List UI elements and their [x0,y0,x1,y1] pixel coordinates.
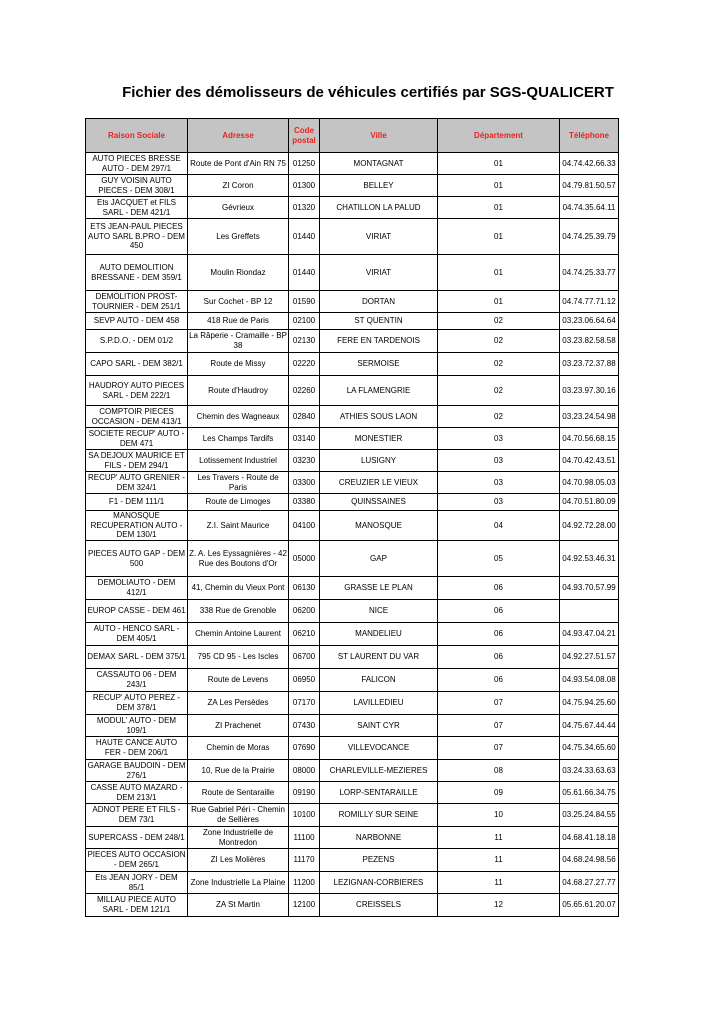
cell-code-postal: 06700 [289,646,320,669]
cell-departement: 06 [438,600,560,623]
cell-raison-sociale: Ets JEAN JORY - DEM 85/1 [86,872,188,894]
cell-telephone: 03.23.72.37.88 [560,353,619,376]
cell-ville: CREISSELS [320,894,438,917]
cell-telephone: 03.25.24.84.55 [560,804,619,827]
table-row [86,804,619,827]
cell-adresse: Z. A. Les Eyssagnières - 42 Rue des Boutons d'Or [188,541,289,577]
header-departement: Département [438,119,560,153]
table-row [86,692,619,715]
cell-raison-sociale: EUROP CASSE - DEM 461 [86,600,188,623]
cell-ville: FERE EN TARDENOIS [320,330,438,353]
cell-adresse: Rue Gabriel Péri - Chemin de Sellières [188,804,289,827]
cell-telephone: 03.24.33.63.63 [560,760,619,782]
cell-telephone: 04.74.25.33.77 [560,255,619,291]
cell-departement: 02 [438,313,560,330]
cell-adresse: Les Travers - Route de Paris [188,472,289,494]
cell-code-postal: 03380 [289,494,320,511]
cell-telephone: 03.23.97.30.16 [560,376,619,406]
table-row [86,715,619,737]
cell-raison-sociale: CASSAUTO 06 - DEM 243/1 [86,669,188,692]
cell-ville: ROMILLY SUR SEINE [320,804,438,827]
cell-code-postal: 06200 [289,600,320,623]
cell-adresse: ZA St Martin [188,894,289,917]
cell-telephone: 04.70.56.68.15 [560,428,619,450]
cell-departement: 01 [438,219,560,255]
cell-departement: 10 [438,804,560,827]
cell-departement: 09 [438,782,560,804]
cell-adresse: Route de Levens [188,669,289,692]
cell-raison-sociale: CAPO SARL - DEM 382/1 [86,353,188,376]
cell-adresse: Zone Industrielle de Montredon [188,827,289,849]
cell-code-postal: 01440 [289,219,320,255]
cell-code-postal: 07430 [289,715,320,737]
header-code-postal: Code postal [289,119,320,153]
cell-ville: MANOSQUE [320,511,438,541]
table-row [86,623,619,646]
cell-departement: 01 [438,291,560,313]
cell-adresse: Chemin de Moras [188,737,289,760]
cell-raison-sociale: GARAGE BAUDOIN - DEM 276/1 [86,760,188,782]
table-row [86,175,619,197]
cell-ville: QUINSSAINES [320,494,438,511]
cell-code-postal: 01250 [289,153,320,175]
cell-adresse: 795 CD 95 - Les Iscles [188,646,289,669]
cell-adresse: Gévrieux [188,197,289,219]
cell-departement: 02 [438,353,560,376]
cell-departement: 07 [438,692,560,715]
cell-code-postal: 02130 [289,330,320,353]
cell-raison-sociale: Ets JACQUET et FILS SARL - DEM 421/1 [86,197,188,219]
cell-telephone: 04.92.53.46.31 [560,541,619,577]
cell-ville: VIRIAT [320,255,438,291]
cell-telephone: 04.93.70.57.99 [560,577,619,600]
table-row [86,376,619,406]
cell-departement: 01 [438,197,560,219]
page-title: Fichier des démolisseurs de véhicules certifiés par SGS-QUALICERT [122,84,614,101]
cell-adresse: 10, Rue de la Prairie [188,760,289,782]
table-row [86,760,619,782]
cell-telephone: 03.23.24.54.98 [560,406,619,428]
table-row [86,313,619,330]
cell-ville: BELLEY [320,175,438,197]
cell-ville: CHATILLON LA PALUD [320,197,438,219]
cell-adresse: 41, Chemin du Vieux Pont [188,577,289,600]
table-row [86,450,619,472]
cell-code-postal: 12100 [289,894,320,917]
cell-raison-sociale: COMPTOIR PIECES OCCASION - DEM 413/1 [86,406,188,428]
cell-code-postal: 01300 [289,175,320,197]
table-row [86,849,619,872]
cell-adresse: Sur Cochet - BP 12 [188,291,289,313]
cell-telephone: 04.70.51.80.09 [560,494,619,511]
cell-telephone: 04.70.98.05.03 [560,472,619,494]
cell-adresse: La Râperie - Cramaille - BP 38 [188,330,289,353]
cell-departement: 02 [438,330,560,353]
table-row [86,291,619,313]
cell-departement: 07 [438,737,560,760]
table-row [86,827,619,849]
table-header-row [86,119,619,153]
demolisseurs-table [85,118,619,917]
cell-ville: CREUZIER LE VIEUX [320,472,438,494]
cell-telephone [560,600,619,623]
cell-adresse: Route de Missy [188,353,289,376]
cell-ville: ST QUENTIN [320,313,438,330]
cell-telephone: 03.23.06.64.64 [560,313,619,330]
cell-departement: 06 [438,623,560,646]
cell-departement: 03 [438,494,560,511]
cell-telephone: 04.92.72.28.00 [560,511,619,541]
table-row [86,353,619,376]
cell-raison-sociale: SEVP AUTO - DEM 458 [86,313,188,330]
cell-adresse: Route d'Haudroy [188,376,289,406]
cell-ville: NICE [320,600,438,623]
cell-departement: 03 [438,472,560,494]
cell-code-postal: 01440 [289,255,320,291]
cell-code-postal: 02220 [289,353,320,376]
cell-adresse: Route de Limoges [188,494,289,511]
cell-code-postal: 01590 [289,291,320,313]
cell-code-postal: 03300 [289,472,320,494]
cell-ville: NARBONNE [320,827,438,849]
cell-ville: GAP [320,541,438,577]
cell-adresse: Chemin des Wagneaux [188,406,289,428]
cell-departement: 11 [438,849,560,872]
cell-ville: GRASSE LE PLAN [320,577,438,600]
cell-code-postal: 11200 [289,872,320,894]
cell-adresse: Les Champs Tardifs [188,428,289,450]
cell-departement: 11 [438,827,560,849]
table-row [86,737,619,760]
cell-departement: 06 [438,646,560,669]
cell-raison-sociale: CASSE AUTO MAZARD - DEM 213/1 [86,782,188,804]
cell-ville: ATHIES SOUS LAON [320,406,438,428]
table-row [86,406,619,428]
cell-adresse: Route de Pont d'Ain RN 75 [188,153,289,175]
cell-raison-sociale: ADNOT PERE ET FILS - DEM 73/1 [86,804,188,827]
cell-adresse: ZI Prachenet [188,715,289,737]
cell-departement: 12 [438,894,560,917]
header-adresse: Adresse [188,119,289,153]
cell-ville: SAINT CYR [320,715,438,737]
header-telephone: Téléphone [560,119,619,153]
cell-adresse: Chemin Antoine Laurent [188,623,289,646]
cell-telephone: 04.68.24.98.56 [560,849,619,872]
cell-code-postal: 01320 [289,197,320,219]
cell-adresse: 418 Rue de Paris [188,313,289,330]
cell-code-postal: 04100 [289,511,320,541]
cell-raison-sociale: SA DEJOUX MAURICE ET FILS - DEM 294/1 [86,450,188,472]
cell-raison-sociale: MANOSQUE RECUPERATION AUTO - DEM 130/1 [86,511,188,541]
cell-telephone: 05.65.61.20.07 [560,894,619,917]
cell-departement: 04 [438,511,560,541]
cell-adresse: Lotissement Industriel [188,450,289,472]
cell-raison-sociale: PIECES AUTO GAP - DEM 500 [86,541,188,577]
cell-raison-sociale: MILLAU PIECE AUTO SARL - DEM 121/1 [86,894,188,917]
table-row [86,428,619,450]
cell-departement: 03 [438,450,560,472]
cell-ville: CHARLEVILLE-MEZIERES [320,760,438,782]
table-row [86,782,619,804]
cell-ville: ST LAURENT DU VAR [320,646,438,669]
cell-telephone: 04.70.42.43.51 [560,450,619,472]
cell-code-postal: 02100 [289,313,320,330]
cell-telephone: 04.74.42.66.33 [560,153,619,175]
cell-raison-sociale: F1 - DEM 111/1 [86,494,188,511]
cell-raison-sociale: GUY VOISIN AUTO PIECES - DEM 308/1 [86,175,188,197]
cell-code-postal: 11170 [289,849,320,872]
cell-telephone: 04.75.34.65.60 [560,737,619,760]
cell-departement: 05 [438,541,560,577]
cell-code-postal: 09190 [289,782,320,804]
cell-departement: 03 [438,428,560,450]
cell-departement: 06 [438,577,560,600]
cell-raison-sociale: RECUP' AUTO PEREZ - DEM 378/1 [86,692,188,715]
cell-telephone: 04.75.67.44.44 [560,715,619,737]
cell-adresse: ZI Les Molières [188,849,289,872]
cell-telephone: 04.74.25.39.79 [560,219,619,255]
cell-telephone: 04.93.47.04.21 [560,623,619,646]
cell-raison-sociale: SUPERCASS - DEM 248/1 [86,827,188,849]
cell-code-postal: 07690 [289,737,320,760]
table-row [86,872,619,894]
cell-adresse: Les Greffets [188,219,289,255]
table-row [86,219,619,255]
cell-telephone: 03.23.82.58.58 [560,330,619,353]
table-row [86,541,619,577]
header-raison-sociale: Raison Sociale [86,119,188,153]
cell-departement: 07 [438,715,560,737]
cell-code-postal: 06130 [289,577,320,600]
table-row [86,669,619,692]
cell-code-postal: 05000 [289,541,320,577]
cell-departement: 11 [438,872,560,894]
cell-ville: LA FLAMENGRIE [320,376,438,406]
table-body [86,153,619,917]
cell-telephone: 04.93.54.08.08 [560,669,619,692]
table-row [86,255,619,291]
table-row [86,577,619,600]
cell-departement: 01 [438,255,560,291]
cell-raison-sociale: PIECES AUTO OCCASION - DEM 265/1 [86,849,188,872]
table-row [86,472,619,494]
cell-code-postal: 10100 [289,804,320,827]
cell-raison-sociale: DEMAX SARL - DEM 375/1 [86,646,188,669]
cell-raison-sociale: AUTO DEMOLITION BRESSANE - DEM 359/1 [86,255,188,291]
cell-raison-sociale: SOCIETE RECUP' AUTO - DEM 471 [86,428,188,450]
cell-raison-sociale: RECUP' AUTO GRENIER - DEM 324/1 [86,472,188,494]
cell-code-postal: 11100 [289,827,320,849]
cell-ville: LEZIGNAN-CORBIERES [320,872,438,894]
cell-ville: VIRIAT [320,219,438,255]
cell-code-postal: 07170 [289,692,320,715]
cell-ville: MONESTIER [320,428,438,450]
cell-adresse: Moulin Riondaz [188,255,289,291]
cell-raison-sociale: S.P.D.O. - DEM 01/2 [86,330,188,353]
cell-ville: LORP-SENTARAILLE [320,782,438,804]
cell-ville: FALICON [320,669,438,692]
cell-departement: 08 [438,760,560,782]
cell-telephone: 05.61.66.34.75 [560,782,619,804]
cell-code-postal: 02260 [289,376,320,406]
cell-code-postal: 06950 [289,669,320,692]
cell-code-postal: 02840 [289,406,320,428]
cell-telephone: 04.75.94.25.60 [560,692,619,715]
cell-raison-sociale: AUTO PIECES BRESSE AUTO - DEM 297/1 [86,153,188,175]
cell-code-postal: 06210 [289,623,320,646]
table-row [86,894,619,917]
cell-ville: MANDELIEU [320,623,438,646]
table-row [86,494,619,511]
header-ville: Ville [320,119,438,153]
cell-departement: 01 [438,153,560,175]
table-row [86,153,619,175]
table-row [86,197,619,219]
cell-ville: LAVILLEDIEU [320,692,438,715]
cell-ville: VILLEVOCANCE [320,737,438,760]
table-row [86,330,619,353]
table-row [86,511,619,541]
cell-adresse: Zone Industrielle La Plaine [188,872,289,894]
cell-raison-sociale: AUTO - HENCO SARL - DEM 405/1 [86,623,188,646]
cell-code-postal: 08000 [289,760,320,782]
cell-ville: PEZENS [320,849,438,872]
cell-telephone: 04.74.77.71.12 [560,291,619,313]
cell-adresse: Route de Sentaraille [188,782,289,804]
cell-raison-sociale: DEMOLITION PROST-TOURNIER - DEM 251/1 [86,291,188,313]
cell-departement: 02 [438,406,560,428]
cell-adresse: ZA Les Persèdes [188,692,289,715]
cell-ville: MONTAGNAT [320,153,438,175]
table-row [86,600,619,623]
cell-departement: 01 [438,175,560,197]
table-row [86,646,619,669]
cell-ville: SERMOISE [320,353,438,376]
cell-code-postal: 03230 [289,450,320,472]
cell-ville: LUSIGNY [320,450,438,472]
cell-telephone: 04.79.81.50.57 [560,175,619,197]
cell-telephone: 04.68.41.18.18 [560,827,619,849]
cell-raison-sociale: MODUL' AUTO - DEM 109/1 [86,715,188,737]
cell-adresse: 338 Rue de Grenoble [188,600,289,623]
cell-raison-sociale: ETS JEAN-PAUL PIECES AUTO SARL B.PRO - DEM 450 [86,219,188,255]
cell-departement: 06 [438,669,560,692]
cell-telephone: 04.68.27.27.77 [560,872,619,894]
cell-telephone: 04.74.35.64.11 [560,197,619,219]
cell-adresse: Z.I. Saint Maurice [188,511,289,541]
cell-code-postal: 03140 [289,428,320,450]
cell-telephone: 04.92.27.51.57 [560,646,619,669]
cell-raison-sociale: HAUDROY AUTO PIECES SARL - DEM 222/1 [86,376,188,406]
cell-ville: DORTAN [320,291,438,313]
cell-adresse: ZI Coron [188,175,289,197]
cell-raison-sociale: HAUTE CANCE AUTO FER - DEM 206/1 [86,737,188,760]
cell-raison-sociale: DEMOLIAUTO - DEM 412/1 [86,577,188,600]
cell-departement: 02 [438,376,560,406]
